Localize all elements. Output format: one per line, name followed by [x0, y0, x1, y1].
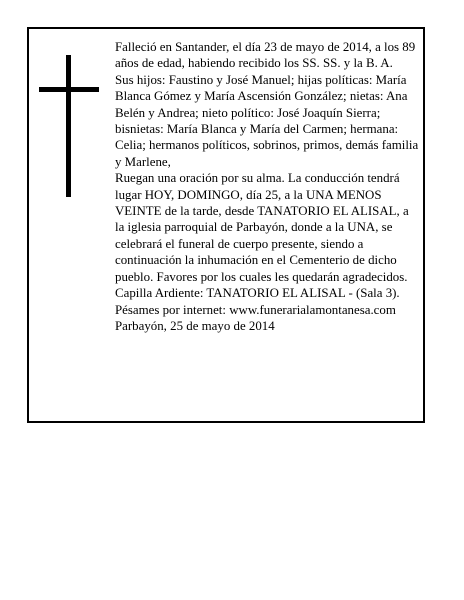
condolences-website: Pésames por internet: www.funerarialamontanesa.com [115, 302, 396, 317]
place-date: Parbayón, 25 de mayo de 2014 [115, 318, 275, 333]
cross-vertical-bar [66, 55, 71, 197]
obituary-notice [27, 27, 425, 423]
family-list: Sus hijos: Faustino y José Manuel; hijas políticas: María Blanca Gómez y María Ascensión González; nietas: Ana Belén y Andrea; nieto político: José Joaquín Sierra; bisnietas: María Blanca y María del Carmen; hermana: Celia; hermanos políticos, sobrinos, primos, demás familia y Marlene, [115, 72, 419, 169]
cross-horizontal-bar [39, 87, 99, 92]
funeral-details: Ruegan una oración por su alma. La conducción tendrá lugar HOY, DOMINGO, día 25, a la UNA MENOS VEINTE de la tarde, desde TANATORIO EL ALISAL, a la iglesia parroquial de Parbayón, donde a la UNA, se celebrará el funeral de cuerpo presente, siendo a continuación la inhumación en el Cementerio de dicho pueblo. Favores por los cuales les quedarán agradecidos. Capilla Ardiente: TANATORIO EL ALISAL - (Sala 3). [115, 171, 409, 301]
obituary-text [115, 39, 420, 334]
cross-icon [39, 55, 99, 197]
death-announcement: Falleció en Santander, el día 23 de mayo de 2014, a los 89 años de edad, habiendo recibido los SS. SS. y la B. A. [115, 40, 416, 71]
